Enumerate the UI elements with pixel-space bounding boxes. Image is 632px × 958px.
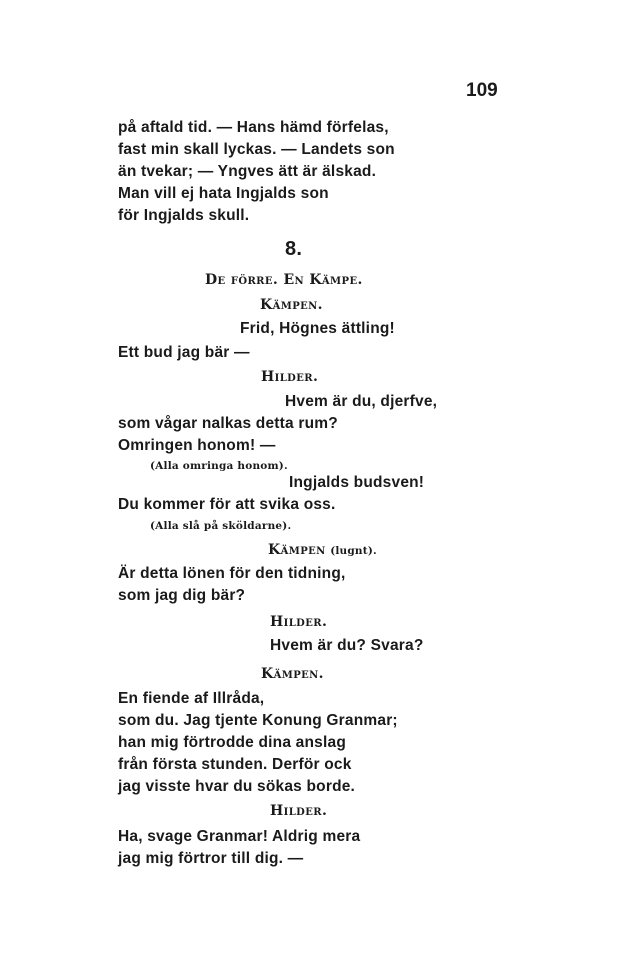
- verse-line: Du kommer för att svika oss.: [118, 496, 336, 513]
- stage-direction: (Alla slå på sköldarne).: [150, 520, 292, 532]
- verse-line: Hvem är du, djerfve,: [285, 393, 438, 410]
- verse-line: Ingjalds budsven!: [289, 474, 425, 491]
- cast-line: De förre. En Kämpe.: [205, 272, 363, 288]
- stage-direction: (Alla omringa honom).: [150, 460, 288, 472]
- verse-line: fast min skall lyckas. — Landets son: [118, 141, 395, 158]
- verse-line: jag visste hvar du sökas borde.: [118, 778, 356, 795]
- verse-line: Ett bud jag bär —: [118, 344, 250, 361]
- verse-line: han mig förtrodde dina anslag: [118, 734, 346, 751]
- verse-line: Är detta lönen för den tidning,: [118, 565, 346, 582]
- verse-line: för Ingjalds skull.: [118, 207, 250, 224]
- verse-line: som vågar nalkas detta rum?: [118, 415, 338, 432]
- verse-line: från första stunden. Derför ock: [118, 756, 352, 773]
- verse-line: En fiende af Illråda,: [118, 690, 265, 707]
- verse-line: än tvekar; — Yngves ätt är älskad.: [118, 163, 377, 180]
- speaker-name: Hilder.: [261, 369, 319, 385]
- speaker-name: Kämpen.: [260, 297, 323, 313]
- verse-line: Omringen honom! —: [118, 437, 276, 454]
- verse-line: som jag dig bär?: [118, 587, 246, 604]
- speaker-name: Kämpen: [268, 542, 326, 558]
- speaker-with-direction: [268, 541, 377, 559]
- verse-line: Frid, Högnes ättling!: [240, 320, 395, 337]
- verse-line: jag mig förtror till dig. —: [118, 850, 304, 867]
- section-number: 8.: [285, 238, 303, 260]
- speaker-name: Hilder.: [270, 803, 328, 819]
- stage-direction: (lugnt).: [330, 545, 377, 557]
- speaker-name: Kämpen.: [261, 666, 324, 682]
- verse-line: Ha, svage Granmar! Aldrig mera: [118, 828, 361, 845]
- verse-line: på aftald tid. — Hans hämd förfelas,: [118, 119, 389, 136]
- page-number: 109: [466, 80, 498, 101]
- speaker-name: Hilder.: [270, 614, 328, 630]
- verse-line: som du. Jag tjente Konung Granmar;: [118, 712, 398, 729]
- verse-line: Hvem är du? Svara?: [270, 637, 424, 654]
- verse-line: Man vill ej hata Ingjalds son: [118, 185, 329, 202]
